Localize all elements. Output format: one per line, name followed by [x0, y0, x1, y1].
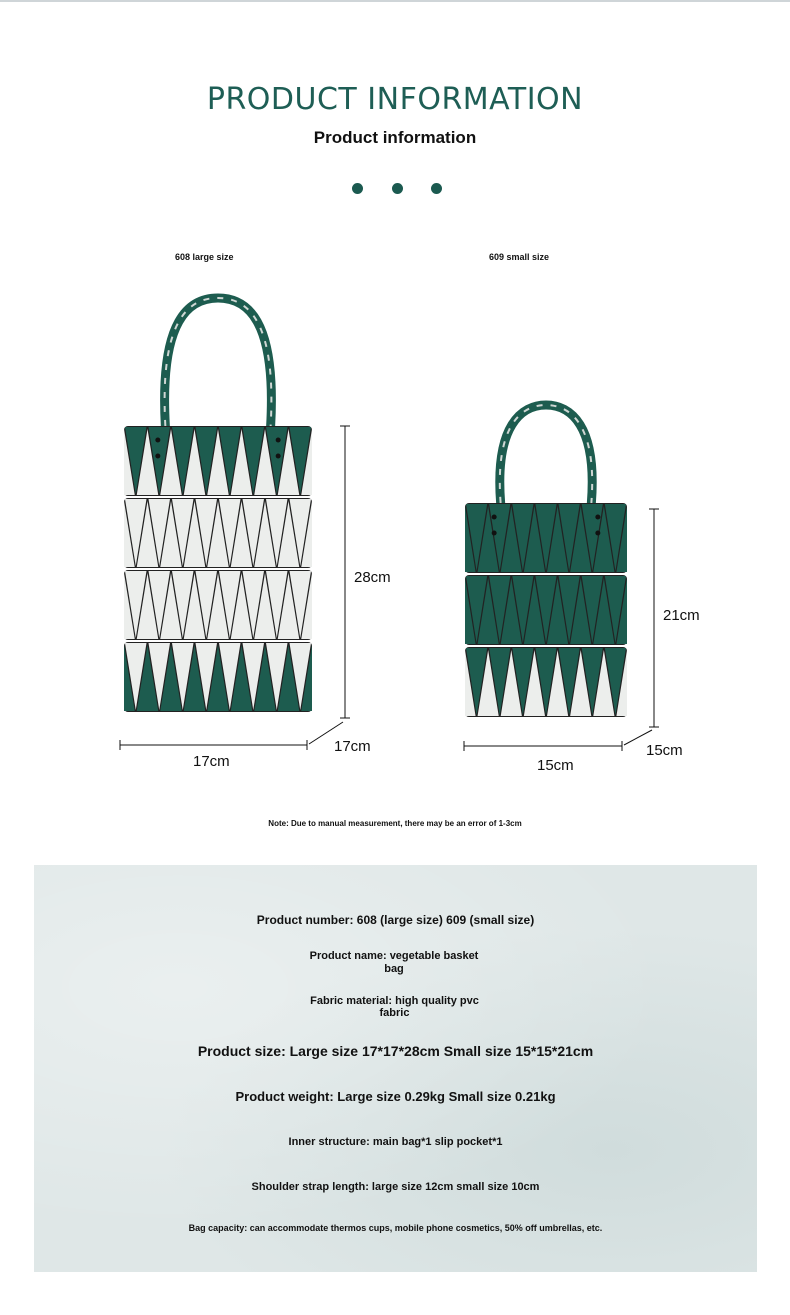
product-name: Product name: vegetable basket bag: [309, 950, 479, 975]
small-size-label: 609 small size: [489, 252, 550, 262]
large-height-label: 28cm: [354, 569, 391, 586]
product-info-panel: [34, 865, 757, 1272]
small-height-label: 21cm: [663, 607, 700, 624]
page-title: PRODUCT INFORMATION: [206, 82, 584, 117]
bag-capacity: Bag capacity: can accommodate thermos cups, mobile phone cosmetics, 50% off umbrellas, etc.: [188, 1223, 603, 1233]
large-width-label: 17cm: [193, 753, 230, 770]
measurement-note: Note: Due to manual measurement, there may be an error of 1-3cm: [268, 819, 522, 828]
page-subtitle: Product information: [313, 128, 477, 147]
product-number: Product number: 608 (large size) 609 (small size): [256, 913, 535, 927]
fabric-material: Fabric material: high quality pvc fabric: [310, 995, 479, 1019]
large-size-label: 608 large size: [175, 252, 234, 262]
inner-structure: Inner structure: main bag*1 slip pocket*1: [288, 1136, 503, 1148]
small-depth-label: 15cm: [646, 742, 683, 759]
small-width-label: 15cm: [537, 757, 574, 774]
product-weight: Product weight: Large size 0.29kg Small size 0.21kg: [235, 1089, 556, 1104]
large-depth-label: 17cm: [334, 738, 371, 755]
strap-length: Shoulder strap length: large size 12cm small size 10cm: [251, 1181, 540, 1193]
product-size: Product size: Large size 17*17*28cm Small size 15*15*21cm: [197, 1043, 594, 1059]
